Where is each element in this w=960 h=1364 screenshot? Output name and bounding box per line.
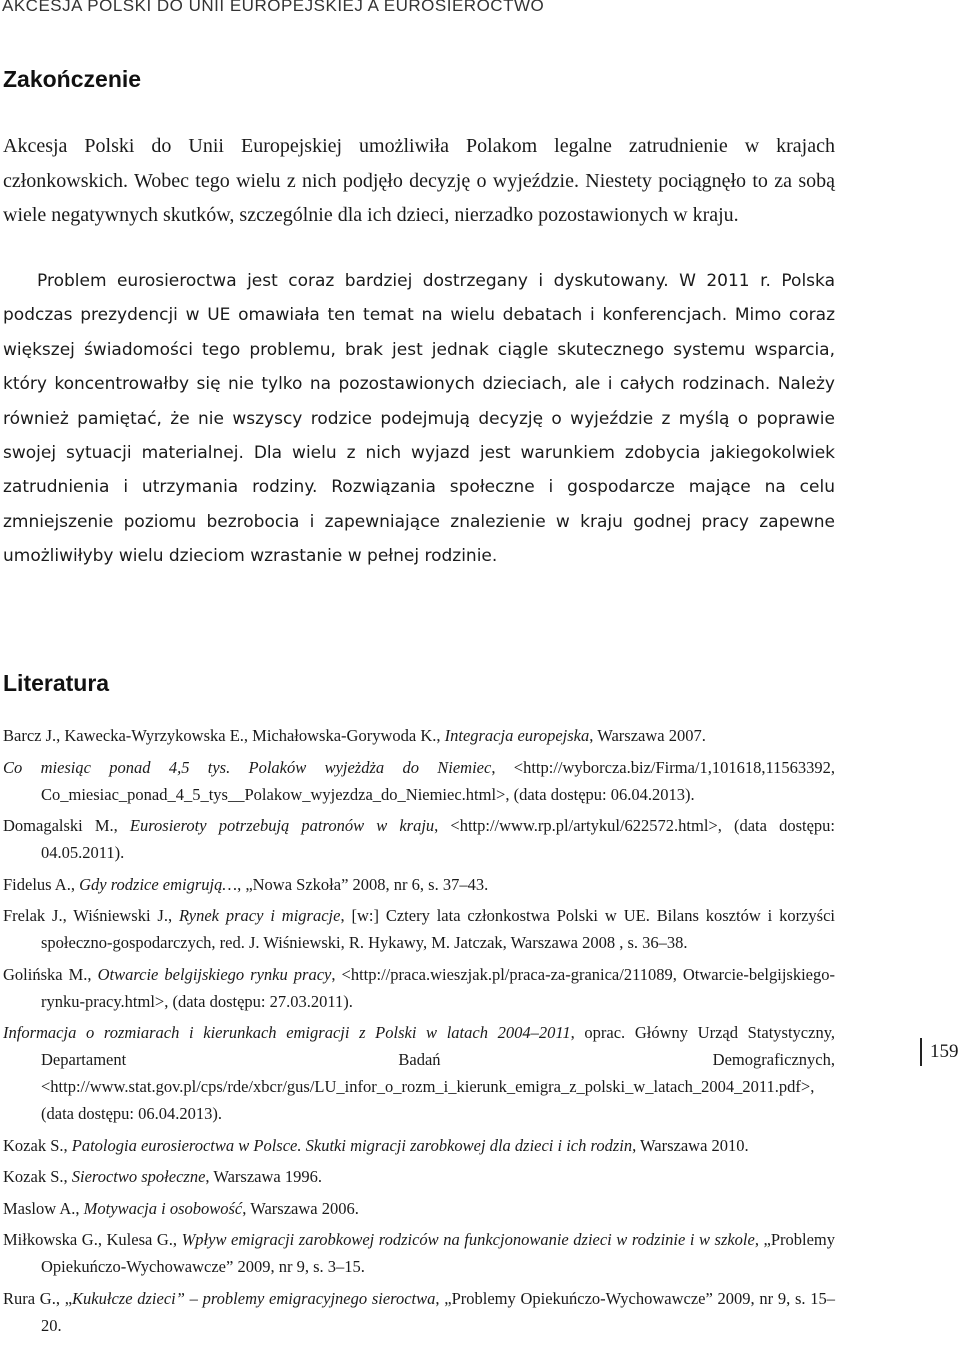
reference-authors: Barcz J., Kawecka-Wyrzykowska E., Michałowska-Gorywoda K., bbox=[3, 726, 445, 745]
section-title: Zakończenie bbox=[3, 66, 142, 92]
reference-details: , Warszawa 2010. bbox=[632, 1135, 749, 1155]
reference-item bbox=[3, 902, 835, 956]
reference-item bbox=[3, 1132, 835, 1159]
reference-item bbox=[3, 1285, 835, 1339]
reference-details: , „Nowa Szkoła” 2008, nr 6, s. 37–43. bbox=[237, 874, 489, 894]
reference-title: Gdy rodzice emigrują… bbox=[79, 874, 238, 894]
reference-item bbox=[3, 871, 835, 898]
reference-title: Eurosieroty potrzebują patronów w kraju bbox=[129, 816, 435, 835]
reference-details: , oprac. Główny Urząd Statystyczny, Departament Badań Demograficznych, <http://www.stat.gov.pl/cps/rde/xbcr/gus/LU_infor_o_rozm_i_kierunk_emigra_z_polski_w_latach_2004_2011.pdf>, (data dostępu: 06.04.2013). bbox=[41, 1023, 835, 1123]
reference-title: Sieroctwo społeczne bbox=[71, 1167, 206, 1186]
reference-title: Kukułcze dzieci” – problemy emigracyjnego sieroctwa bbox=[72, 1288, 436, 1308]
reference-title: Wpływ emigracji zarobkowej rodziców na funkcjonowanie dzieci w rodzinie i w szkole bbox=[181, 1230, 755, 1249]
paragraph: Problem eurosieroctwa jest coraz bardziej dostrzegany i dyskutowany. W 2011 r. Polska podczas prezydencji w UE omawiała ten temat na wielu debatach i konferencjach. Mimo coraz większej świadomości tego problemu, brak jest jednak ciągle skutecznego systemu wsparcia, który koncentrowałby się nie tylko na pozostawionych dzieciach, ale i całych rodzinach. Należy również pamiętać, że nie wszyscy rodzice podejmują decyzję o wyjeździe z myślą o poprawie swojej sytuacji materialnej. Dla wielu z nich wyjazd jest warunkiem zdobycia jakiegokolwiek zatrudnienia i utrzymania rodziny. Rozwiązania społeczne i gospodarcze mające na celu zmniejszenie poziomu bezrobocia i zapewniające znalezienie w kraju godnej pracy zapewne umożliwiłyby wielu dzieciom wzrastanie w pełnej rodzinie. bbox=[3, 271, 835, 567]
reference-title: Patologia eurosieroctwa w Polsce. Skutki migracji zarobkowej dla dzieci i ich rodzin bbox=[71, 1135, 633, 1155]
reference-title: Motywacja i osobowość bbox=[83, 1198, 243, 1218]
reference-authors: Rura G., „ bbox=[3, 1288, 73, 1308]
reference-authors: Golińska M., bbox=[3, 964, 98, 984]
reference-details: , „Problemy Opiekuńczo-Wychowawcze” 2009, nr 9, s. 3–15. bbox=[41, 1230, 835, 1276]
reference-details: , <http://www.rp.pl/artykul/622572.html>, (data dostępu: 04.05.2011). bbox=[41, 816, 835, 862]
reference-list bbox=[3, 722, 835, 1343]
page-number: 159 bbox=[920, 1038, 959, 1066]
running-head: AKCESJA POLSKI DO UNII EUROPEJSKIEJ A EUROSIEROCTWO bbox=[2, 0, 545, 15]
paragraph: Akcesja Polski do Unii Europejskiej umożliwiła Polakom legalne zatrudnienie w krajach członkowskich. Wobec tego wielu z nich podjęło decyzję o wyjeździe. Niestety pociągnęło to za sobą wiele negatywnych skutków, szczególnie dla ich dzieci, nierzadko pozostawionych w kraju. bbox=[3, 135, 835, 226]
reference-authors: Kozak S., bbox=[3, 1135, 72, 1155]
reference-item bbox=[3, 754, 835, 808]
reference-details: , <http://praca.wieszjak.pl/praca-za-granica/211089, Otwarcie-belgijskiego-rynku-pracy.html>, (data dostępu: 27.03.2011). bbox=[41, 964, 835, 1011]
reference-item bbox=[3, 1226, 835, 1280]
reference-authors: Maslow A., bbox=[3, 1198, 84, 1218]
reference-authors: Kozak S., bbox=[3, 1167, 72, 1186]
reference-item bbox=[3, 1195, 835, 1222]
reference-details: , <http://wyborcza.biz/Firma/1,101618,11563392, Co_miesiac_ponad_4_5_tys__Polakow_wyjezdza_do_Niemiec.html>, (data dostępu: 06.04.2013). bbox=[41, 757, 835, 804]
reference-title: Otwarcie belgijskiego rynku pracy bbox=[97, 964, 332, 984]
reference-title: Integracja europejska bbox=[444, 726, 590, 745]
reference-details: , Warszawa 2007. bbox=[589, 726, 706, 745]
reference-item bbox=[3, 961, 835, 1015]
reference-item bbox=[3, 1163, 835, 1190]
reference-authors: Fidelus A., bbox=[3, 874, 80, 894]
reference-details: , [w:] Cztery lata członkostwa Polski w UE. Bilans kosztów i korzyści społeczno-gospodarczych, red. J. Wiśniewski, R. Hykawy, M. Jatczak, Warszawa 2008 , s. 36–38. bbox=[41, 906, 835, 952]
reference-item bbox=[3, 812, 835, 866]
reference-details: , Warszawa 1996. bbox=[205, 1167, 322, 1186]
literature-title: Literatura bbox=[3, 670, 110, 696]
reference-details: , Warszawa 2006. bbox=[242, 1198, 359, 1218]
reference-details: , „Problemy Opiekuńczo-Wychowawcze” 2009, nr 9, s. 15–20. bbox=[41, 1288, 835, 1335]
reference-title: Informacja o rozmiarach i kierunkach emigracji z Polski w latach 2004–2011 bbox=[3, 1023, 571, 1042]
reference-authors: Miłkowska G., Kulesa G., bbox=[3, 1230, 182, 1249]
reference-item bbox=[3, 722, 835, 749]
reference-item bbox=[3, 1019, 835, 1127]
reference-authors: Domagalski M., bbox=[3, 816, 130, 835]
reference-title: Rynek pracy i migracje bbox=[178, 906, 341, 925]
reference-title: Co miesiąc ponad 4,5 tys. Polaków wyjeżdża do Niemiec bbox=[3, 757, 492, 777]
reference-authors: Frelak J., Wiśniewski J., bbox=[3, 906, 179, 925]
